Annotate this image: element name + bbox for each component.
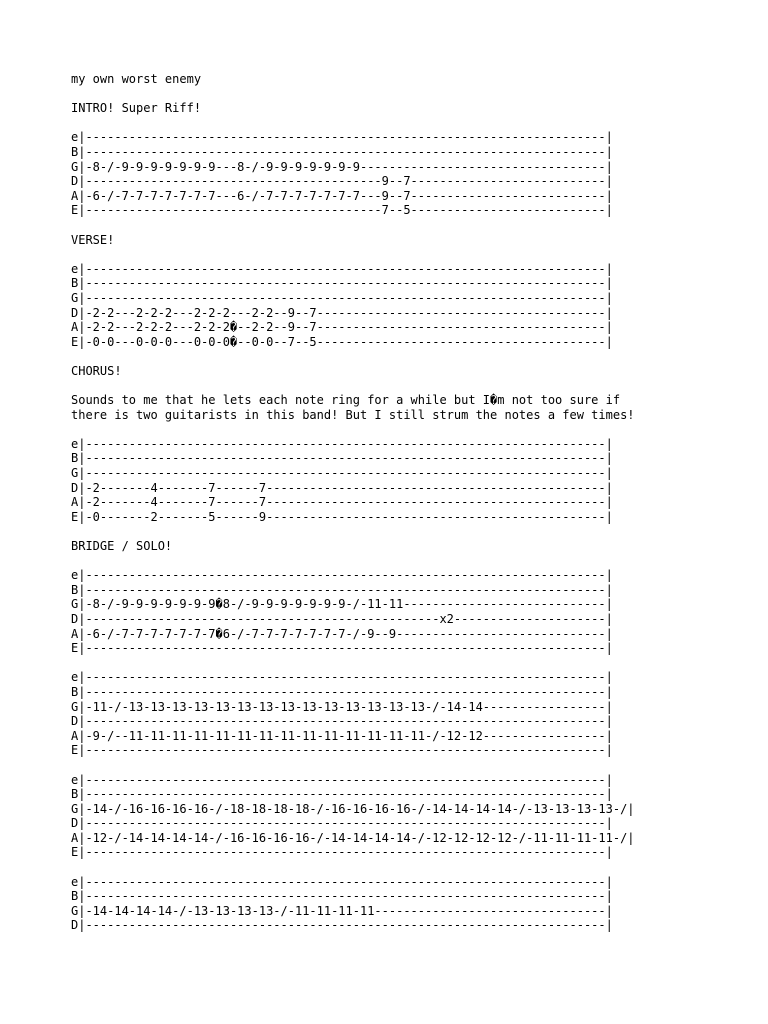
tab-line: E|------------------------------------------------------------------------| [71, 845, 613, 860]
tab-block [71, 568, 761, 656]
block-gap [71, 378, 761, 393]
tab-line: E|------------------------------------------------------------------------| [71, 743, 613, 758]
tab-line: B|------------------------------------------------------------------------| [71, 144, 613, 159]
text-line: INTRO! Super Riff! [71, 101, 202, 116]
block-gap [71, 349, 761, 364]
text-block [71, 364, 761, 379]
tab-line: e|------------------------------------------------------------------------| [71, 568, 613, 583]
tab-line: E|-0-------2-------5------9-----------------------------------------------| [71, 509, 613, 524]
tab-line: G|-8-/-9-9-9-9-9-9-9�8-/-9-9-9-9-9-9-9-/-11-11----------------------------| [71, 597, 613, 612]
tab-line: G|------------------------------------------------------------------------| [71, 290, 613, 305]
tab-line: D|-2-2---2-2-2---2-2-2---2-2--9--7----------------------------------------| [71, 305, 613, 320]
text-block [71, 393, 761, 422]
text-line: VERSE! [71, 232, 115, 247]
tab-line: A|-9-/--11-11-11-11-11-11-11-11-11-11-11-11-11-11-/-12-12-----------------| [71, 728, 613, 743]
tab-line: G|------------------------------------------------------------------------| [71, 466, 613, 481]
text-block [71, 539, 761, 554]
tab-line: e|------------------------------------------------------------------------| [71, 130, 613, 145]
text-block [71, 72, 761, 87]
tab-line: e|------------------------------------------------------------------------| [71, 670, 613, 685]
tab-block [71, 262, 761, 350]
text-line: Sounds to me that he lets each note ring for a while but I�m not too sure if [71, 393, 621, 408]
tab-line: D|------------------------------------------------------------------------| [71, 918, 613, 933]
text-block [71, 101, 761, 116]
block-gap [71, 247, 761, 262]
tab-line: D|------------------------------------------------------------------------| [71, 714, 613, 729]
text-block [71, 233, 761, 248]
tab-document [71, 72, 761, 933]
tab-line: A|-2-2---2-2-2---2-2-2�--2-2--9--7----------------------------------------| [71, 320, 613, 335]
block-gap [71, 87, 761, 102]
tab-line: G|-14-/-16-16-16-16-/-18-18-18-18-/-16-16-16-16-/-14-14-14-14-/-13-13-13-13-/| [71, 801, 635, 816]
tab-line: G|-11-/-13-13-13-13-13-13-13-13-13-13-13-13-13-13-/-14-14-----------------| [71, 699, 613, 714]
tab-line: e|------------------------------------------------------------------------| [71, 772, 613, 787]
text-line: BRIDGE / SOLO! [71, 539, 173, 553]
tab-line: D|-----------------------------------------9--7---------------------------| [71, 174, 613, 189]
tab-block [71, 437, 761, 525]
tab-line: E|-0-0---0-0-0---0-0-0�--0-0--7--5----------------------------------------| [71, 334, 613, 349]
tab-line: B|------------------------------------------------------------------------| [71, 451, 613, 466]
tab-line: B|------------------------------------------------------------------------| [71, 582, 613, 597]
block-gap [71, 524, 761, 539]
tab-line: B|------------------------------------------------------------------------| [71, 889, 613, 904]
tab-line: G|-8-/-9-9-9-9-9-9-9---8-/-9-9-9-9-9-9-9----------------------------------| [71, 159, 613, 174]
tab-line: A|-6-/-7-7-7-7-7-7-7---6-/-7-7-7-7-7-7-7---9--7---------------------------| [71, 188, 613, 203]
tab-line: B|------------------------------------------------------------------------| [71, 684, 613, 699]
block-gap [71, 860, 761, 875]
text-line: CHORUS! [71, 363, 122, 378]
tab-block [71, 875, 761, 933]
tab-line: A|-12-/-14-14-14-14-/-16-16-16-16-/-14-14-14-14-/-12-12-12-12-/-11-11-11-11-/| [71, 830, 635, 845]
tab-line: D|-2-------4-------7------7-----------------------------------------------| [71, 480, 613, 495]
block-gap [71, 422, 761, 437]
block-gap [71, 656, 761, 671]
tab-line: e|------------------------------------------------------------------------| [71, 436, 613, 451]
tab-line: A|-6-/-7-7-7-7-7-7-7�6-/-7-7-7-7-7-7-7-/-9--9-----------------------------| [71, 626, 613, 641]
tab-block [71, 670, 761, 758]
tab-line: E|------------------------------------------------------------------------| [71, 641, 613, 656]
tab-line: E|-----------------------------------------7--5---------------------------| [71, 203, 613, 218]
tab-line: e|------------------------------------------------------------------------| [71, 261, 613, 276]
text-line: my own worst enemy [71, 72, 202, 86]
tab-line: A|-2-------4-------7------7-----------------------------------------------| [71, 495, 613, 510]
tab-line: G|-14-14-14-14-/-13-13-13-13-/-11-11-11-11--------------------------------| [71, 903, 613, 918]
tab-line: D|------------------------------------------------------------------------| [71, 816, 613, 831]
tab-block [71, 773, 761, 861]
block-gap [71, 218, 761, 233]
text-line: there is two guitarists in this band! But I still strum the notes a few times! [71, 407, 635, 422]
block-gap [71, 554, 761, 569]
tab-line: D|-------------------------------------------------x2---------------------| [71, 611, 613, 626]
tab-line: B|------------------------------------------------------------------------| [71, 276, 613, 291]
tab-block [71, 130, 761, 218]
tab-line: e|------------------------------------------------------------------------| [71, 874, 613, 889]
block-gap [71, 116, 761, 131]
tab-line: B|------------------------------------------------------------------------| [71, 787, 613, 802]
block-gap [71, 758, 761, 773]
